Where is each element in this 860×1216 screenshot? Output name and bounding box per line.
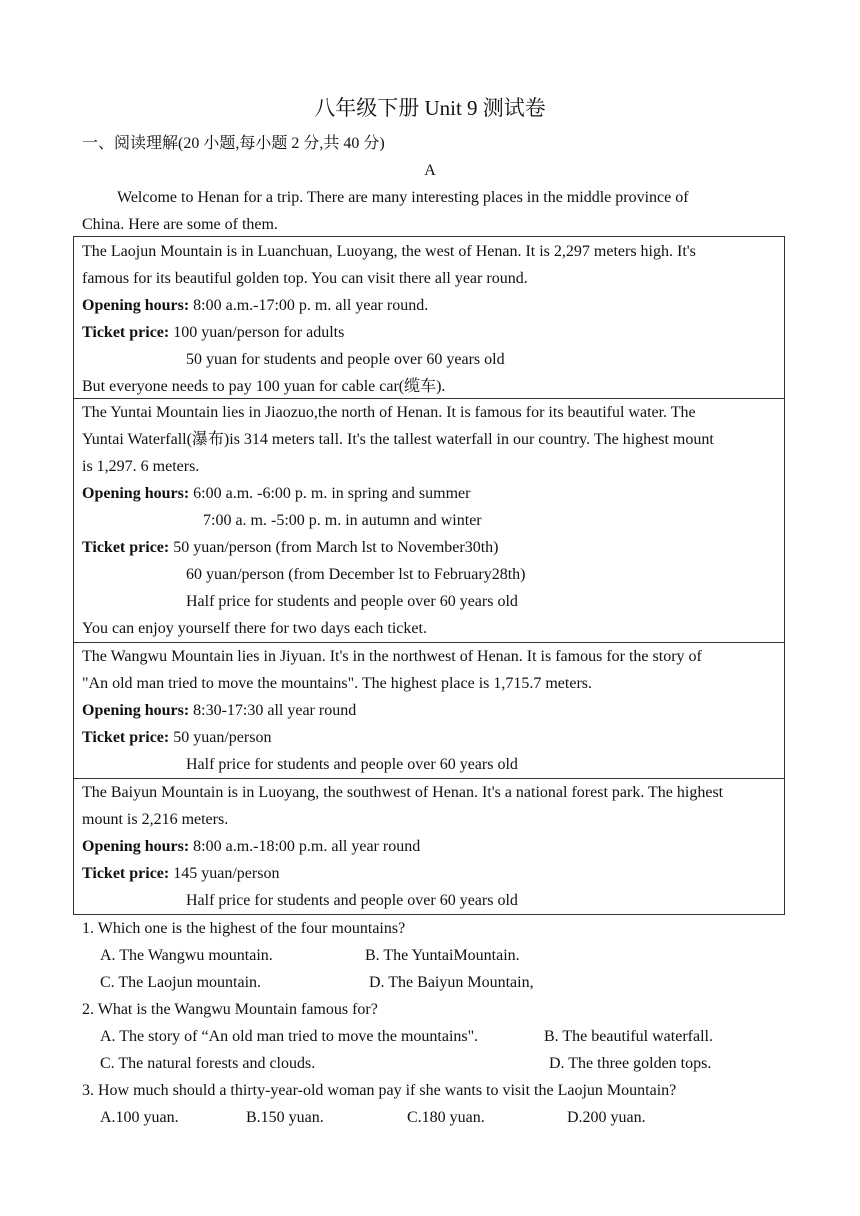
ticket-value: 50 yuan/person (from March lst to November30th) bbox=[169, 539, 499, 556]
wangwu-ticket bbox=[82, 724, 271, 751]
opening-label: Opening hours: bbox=[82, 485, 190, 502]
baiyun-box bbox=[73, 779, 785, 915]
question-3-option-d: D.200 yuan. bbox=[567, 1109, 646, 1126]
question-2-option-d: D. The three golden tops. bbox=[549, 1055, 712, 1072]
yuntai-opening-2: 7:00 a. m. -5:00 p. m. in autumn and winter bbox=[203, 512, 482, 529]
laojun-ticket-2: 50 yuan for students and people over 60 years old bbox=[186, 351, 505, 368]
yuntai-box bbox=[73, 399, 785, 643]
opening-value: 8:00 a.m.-18:00 p.m. all year round bbox=[189, 838, 421, 855]
passage-label: A bbox=[424, 162, 436, 179]
ticket-value: 100 yuan/person for adults bbox=[169, 324, 345, 341]
yuntai-opening bbox=[82, 480, 470, 507]
yuntai-ticket-2: 60 yuan/person (from December lst to February28th) bbox=[186, 566, 526, 583]
ticket-label: Ticket price: bbox=[82, 865, 170, 882]
wangwu-opening bbox=[82, 697, 356, 724]
laojun-box bbox=[73, 236, 785, 399]
baiyun-desc-2: mount is 2,216 meters. bbox=[82, 811, 229, 828]
question-1-stem: 1. Which one is the highest of the four mountains? bbox=[82, 920, 406, 937]
page-title: 八年级下册 Unit 9 测试卷 bbox=[314, 96, 546, 120]
question-1-option-c: C. The Laojun mountain. bbox=[100, 974, 262, 991]
ticket-value: 50 yuan/person bbox=[169, 729, 272, 746]
intro-line-1: Welcome to Henan for a trip. There are many interesting places in the middle province of bbox=[117, 189, 689, 206]
yuntai-ticket-3: Half price for students and people over 60 years old bbox=[186, 593, 518, 610]
question-1-option-d: D. The Baiyun Mountain, bbox=[369, 974, 534, 991]
intro-line-2: China. Here are some of them. bbox=[82, 216, 278, 233]
baiyun-ticket bbox=[82, 860, 279, 887]
opening-value: 6:00 a.m. -6:00 p. m. in spring and summer bbox=[189, 485, 471, 502]
wangwu-box bbox=[73, 643, 785, 779]
yuntai-note: You can enjoy yourself there for two days each ticket. bbox=[82, 620, 427, 637]
laojun-ticket bbox=[82, 319, 344, 346]
yuntai-desc-1: The Yuntai Mountain lies in Jiaozuo,the north of Henan. It is famous for its beautiful water. The bbox=[82, 404, 696, 421]
question-3-option-c: C.180 yuan. bbox=[407, 1109, 485, 1126]
question-2-option-c: C. The natural forests and clouds. bbox=[100, 1055, 316, 1072]
yuntai-desc-3: is 1,297. 6 meters. bbox=[82, 458, 200, 475]
question-2-stem: 2. What is the Wangwu Mountain famous for? bbox=[82, 1001, 378, 1018]
baiyun-opening bbox=[82, 833, 420, 860]
ticket-label: Ticket price: bbox=[82, 729, 170, 746]
section-heading: 一、阅读理解(20 小题,每小题 2 分,共 40 分) bbox=[82, 135, 385, 152]
wangwu-desc-1: The Wangwu Mountain lies in Jiyuan. It's in the northwest of Henan. It is famous for the story of bbox=[82, 648, 702, 665]
question-2-option-a: A. The story of “An old man tried to move the mountains". bbox=[100, 1028, 479, 1045]
ticket-value: 145 yuan/person bbox=[169, 865, 280, 882]
opening-label: Opening hours: bbox=[82, 297, 190, 314]
question-3-option-b: B.150 yuan. bbox=[246, 1109, 324, 1126]
question-1-option-a: A. The Wangwu mountain. bbox=[100, 947, 273, 964]
question-2-option-b: B. The beautiful waterfall. bbox=[544, 1028, 713, 1045]
laojun-opening bbox=[82, 292, 428, 319]
question-1-option-b: B. The YuntaiMountain. bbox=[365, 947, 520, 964]
opening-label: Opening hours: bbox=[82, 838, 190, 855]
laojun-desc-2: famous for its beautiful golden top. You can visit there all year round. bbox=[82, 270, 528, 287]
opening-value: 8:00 a.m.-17:00 p. m. all year round. bbox=[189, 297, 429, 314]
opening-label: Opening hours: bbox=[82, 702, 190, 719]
baiyun-desc-1: The Baiyun Mountain is in Luoyang, the southwest of Henan. It's a national forest park. The highest bbox=[82, 784, 724, 801]
ticket-label: Ticket price: bbox=[82, 539, 170, 556]
yuntai-ticket bbox=[82, 534, 499, 561]
question-3-option-a: A.100 yuan. bbox=[100, 1109, 179, 1126]
wangwu-ticket-2: Half price for students and people over 60 years old bbox=[186, 756, 518, 773]
laojun-desc-1: The Laojun Mountain is in Luanchuan, Luoyang, the west of Henan. It is 2,297 meters high. It's bbox=[82, 243, 696, 260]
question-3-stem: 3. How much should a thirty-year-old woman pay if she wants to visit the Laojun Mountain? bbox=[82, 1082, 677, 1099]
yuntai-desc-2: Yuntai Waterfall(瀑布)is 314 meters tall. It's the tallest waterfall in our country. The highest mount bbox=[82, 431, 714, 448]
wangwu-desc-2: "An old man tried to move the mountains". The highest place is 1,715.7 meters. bbox=[82, 675, 593, 692]
laojun-note: But everyone needs to pay 100 yuan for cable car(缆车). bbox=[82, 378, 446, 395]
ticket-label: Ticket price: bbox=[82, 324, 170, 341]
baiyun-ticket-2: Half price for students and people over 60 years old bbox=[186, 892, 518, 909]
opening-value: 8:30-17:30 all year round bbox=[189, 702, 357, 719]
